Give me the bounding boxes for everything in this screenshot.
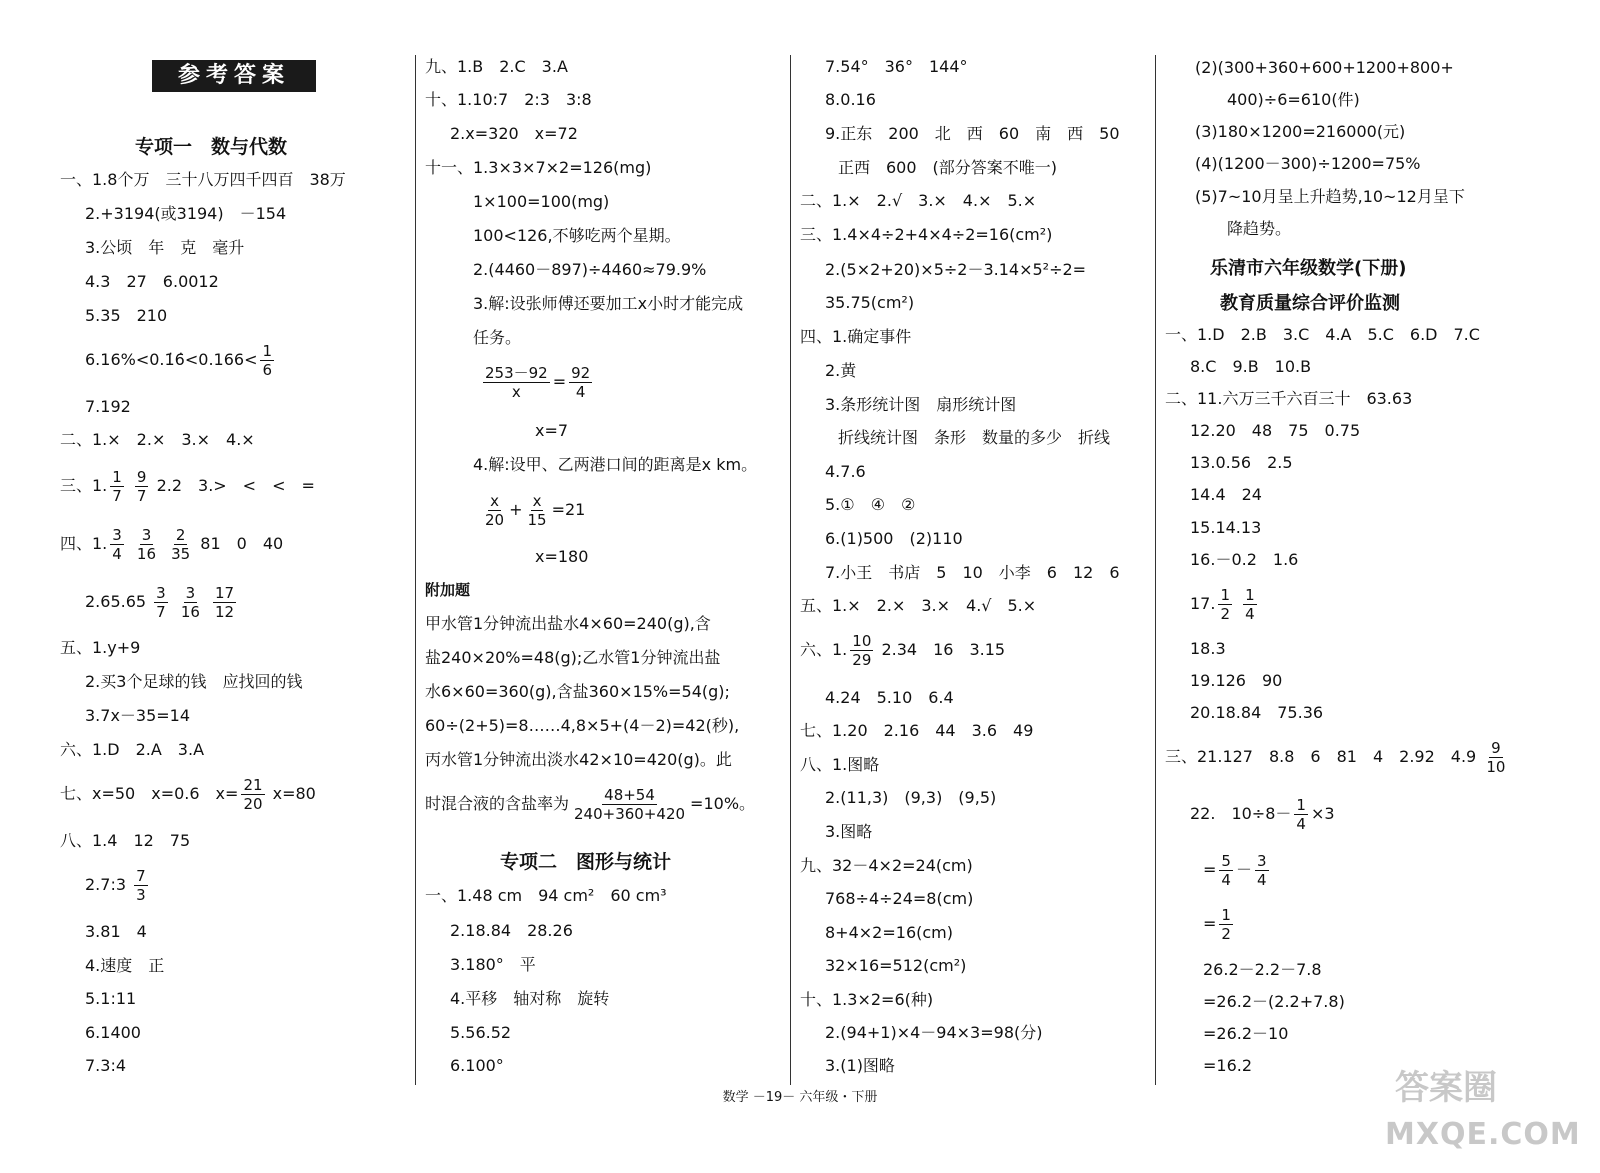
- answer-line: 4.3 27 6.0012: [85, 272, 219, 291]
- denominator: 4: [1296, 815, 1306, 833]
- fraction: [1294, 796, 1308, 833]
- denominator: 240+360+420: [574, 805, 686, 823]
- answer-text: 七、x=50 x=0.6 x=: [60, 784, 239, 803]
- numerator: x: [532, 492, 542, 510]
- answer-line: 4.24 5.10 6.4: [825, 688, 954, 707]
- answer-line: 8+4×2=16(cm): [825, 923, 953, 942]
- answer-text: 时混合液的含盐率为: [425, 794, 570, 813]
- answer-line: x=180: [535, 547, 589, 566]
- answer-line: [1203, 904, 1236, 944]
- section-heading-3: 乐清市六年级数学(下册): [1210, 258, 1407, 279]
- numerator: 3: [112, 526, 122, 544]
- numerator: 9: [136, 468, 147, 486]
- fraction: [260, 342, 274, 379]
- denominator: 7: [156, 603, 166, 621]
- answer-line: 十、1.3×2=6(种): [800, 990, 934, 1009]
- answer-line: [480, 362, 595, 402]
- answer-line: 26.2－2.2－7.8: [1203, 960, 1322, 979]
- answer-text: 六、1.: [800, 640, 848, 659]
- denominator: 3: [136, 886, 146, 904]
- section-heading-2: 专项二 图形与统计: [500, 851, 672, 873]
- answer-line: [60, 774, 316, 814]
- answer-line: 二、1.× 2.√ 3.× 4.× 5.×: [800, 191, 1037, 210]
- numerator: 3: [1256, 852, 1267, 870]
- denominator: 10: [1486, 758, 1506, 776]
- answer-line: 19.126 90: [1190, 671, 1283, 690]
- answer-line: 六、1.D 2.A 3.A: [60, 740, 205, 759]
- fraction: [241, 776, 264, 813]
- numerator: 17: [215, 584, 235, 602]
- plus-sign: +: [509, 500, 523, 519]
- answer-line: 1×100=100(mg): [473, 192, 610, 211]
- column-3: [800, 0, 1150, 1105]
- column-4: [1165, 0, 1590, 1105]
- answer-line: 八、1.4 12 75: [60, 831, 191, 850]
- answer-line: 3.解:设张师傅还要加工x小时才能完成: [473, 294, 744, 313]
- answer-line: 7.54° 36° 144°: [825, 57, 968, 76]
- denominator: 4: [575, 383, 586, 401]
- numerator: 1: [1245, 586, 1255, 604]
- denominator: 6: [262, 361, 273, 379]
- denominator: 20: [243, 795, 263, 813]
- answer-text: 17.: [1190, 594, 1216, 613]
- answer-line: 八、1.图略: [800, 755, 880, 774]
- answer-line: 2.+3194(或3194) －154: [85, 204, 287, 223]
- fraction: [135, 526, 158, 563]
- answer-line: 20.18.84 75.36: [1190, 703, 1324, 722]
- answer-line: 4.速度 正: [85, 956, 165, 975]
- answer-line: 七、1.20 2.16 44 3.6 49: [800, 721, 1034, 740]
- equals-sign: =: [552, 372, 567, 391]
- answer-line: [85, 582, 239, 622]
- answer-line: 三、1.4×4÷2+4×4÷2=16(cm²): [800, 225, 1053, 244]
- denominator: 4: [1245, 605, 1255, 623]
- answer-text: 四、1.: [60, 534, 108, 553]
- denominator: 15: [527, 511, 547, 529]
- answer-line: 16.－0.2 1.6: [1190, 550, 1299, 569]
- answer-line: 4.7.6: [825, 462, 866, 481]
- fraction: [483, 492, 506, 529]
- numerator: 48+54: [604, 786, 655, 804]
- page-title: 参考答案: [152, 60, 316, 92]
- answer-line: 2.(5×2+20)×5÷2－3.14×5²÷2=: [825, 260, 1087, 279]
- answer-text: =10%。: [690, 794, 756, 813]
- answer-line: 4.解:设甲、乙两港口间的距离是x km。: [473, 455, 758, 474]
- numerator: 92: [571, 364, 591, 382]
- answer-line: 五、1.× 2.× 3.× 4.√ 5.×: [800, 596, 1037, 615]
- answer-line: 3.81 4: [85, 922, 147, 941]
- answer-line: 3.180° 平: [450, 955, 536, 974]
- answer-line: [480, 490, 585, 530]
- answer-line: 五、1.y+9: [60, 638, 141, 657]
- answer-line: (4)(1200－300)÷1200=75%: [1195, 154, 1421, 173]
- section-heading-4: 教育质量综合评价监测: [1220, 293, 1400, 314]
- answer-line: (5)7~10月呈上升趋势,10~12月呈下: [1195, 187, 1465, 206]
- answer-line: 十、1.10:7 2:3 3:8: [425, 90, 592, 109]
- page-footer: 数学 －19－ 六年级・下册: [722, 1090, 878, 1105]
- answer-text: =: [1203, 914, 1217, 933]
- answer-line: 8.0.16: [825, 90, 876, 109]
- answer-line: 2.(94+1)×4－94×3=98(分): [825, 1023, 1043, 1042]
- answer-line: 2.(4460－897)÷4460≈79.9%: [473, 260, 707, 279]
- numerator: 2: [175, 526, 186, 544]
- answer-text: =21: [551, 500, 586, 519]
- answer-line: 5.① ④ ②: [825, 495, 916, 514]
- answer-line: 正西 600 (部分答案不唯一): [838, 158, 1058, 177]
- fraction: [110, 468, 124, 505]
- denominator: x: [511, 383, 521, 401]
- answer-line: 7.小王 书店 5 10 小李 6 12 6: [825, 563, 1120, 582]
- fraction: [1219, 852, 1233, 889]
- answer-line: 7.192: [85, 397, 131, 416]
- numerator: x: [490, 492, 499, 510]
- numerator: 3: [185, 584, 196, 602]
- answer-text: =: [1203, 860, 1217, 879]
- fraction: [110, 526, 124, 563]
- fraction: [526, 492, 549, 529]
- column-divider: [790, 55, 791, 1085]
- answer-text: 2.34 16 3.15: [881, 640, 1006, 659]
- answer-line: 一、1.48 cm 94 cm² 60 cm³: [425, 886, 667, 905]
- column-1: [60, 0, 405, 1105]
- answer-text: x=80: [272, 784, 316, 803]
- fraction: [135, 468, 149, 505]
- denominator: 4: [1221, 871, 1231, 889]
- numerator: 3: [141, 526, 152, 544]
- column-divider: [415, 55, 416, 1085]
- answer-line: 十一、1.3×3×7×2=126(mg): [425, 158, 652, 177]
- fraction: [483, 364, 550, 401]
- answer-line: 2.黄: [825, 361, 857, 380]
- answer-line: 13.0.56 2.5: [1190, 453, 1293, 472]
- numerator: 10: [852, 632, 872, 650]
- fraction: [1255, 852, 1269, 889]
- answer-line: 12.20 48 75 0.75: [1190, 421, 1361, 440]
- answer-line: [425, 784, 755, 824]
- answer-line: =26.2－(2.2+7.8): [1203, 992, 1345, 1011]
- answer-line: 3.图略: [825, 822, 873, 841]
- answer-line: 二、1.× 2.× 3.× 4.×: [60, 430, 255, 449]
- numerator: 1: [112, 468, 122, 486]
- answer-line: [800, 630, 1005, 670]
- answer-line: 14.4 24: [1190, 485, 1262, 504]
- answer-line: 5.56.52: [450, 1023, 512, 1042]
- answer-line: 2.(11,3) (9,3) (9,5): [825, 788, 997, 807]
- answer-line: 2.买3个足球的钱 应找回的钱: [85, 672, 303, 691]
- answer-line: 九、1.B 2.C 3.A: [425, 57, 568, 76]
- denominator: 12: [215, 603, 235, 621]
- denominator: 16: [180, 603, 200, 621]
- minus-sign: －: [1235, 860, 1252, 879]
- answer-line: [85, 865, 151, 905]
- answer-line: 任务。: [473, 328, 522, 347]
- answer-line: [60, 466, 315, 506]
- answer-line: 2.x=320 x=72: [450, 124, 578, 143]
- answer-text: 6.16%<0.1̇6̇<0.166<: [85, 350, 258, 369]
- fraction: [179, 584, 202, 621]
- answer-line: [1190, 794, 1335, 834]
- answer-line: =26.2－10: [1203, 1024, 1289, 1043]
- denominator: 7: [136, 487, 147, 505]
- denominator: 20: [485, 511, 505, 529]
- denominator: 4: [1256, 871, 1267, 889]
- denominator: 2: [1220, 605, 1230, 623]
- answer-line: 400)÷6=610(件): [1227, 90, 1360, 109]
- answer-line: (2)(300+360+600+1200+800+: [1195, 58, 1454, 77]
- answer-text: 2.65.65: [85, 592, 147, 611]
- denominator: 4: [112, 545, 122, 563]
- answer-line: 6.(1)500 (2)110: [825, 529, 963, 548]
- fraction: [1243, 586, 1257, 623]
- answer-line: [1165, 737, 1510, 777]
- numerator: 1: [262, 342, 273, 360]
- denominator: 16: [136, 545, 157, 563]
- fraction: [850, 632, 873, 669]
- fraction: [1218, 586, 1232, 623]
- denominator: 29: [852, 651, 872, 669]
- answer-line: 2.18.84 28.26: [450, 921, 573, 940]
- denominator: 35: [171, 545, 191, 563]
- answer-line: 32×16=512(cm²): [825, 956, 967, 975]
- answer-line: 一、1.8个万 三十八万四千四百 38万: [60, 170, 346, 189]
- answer-line: 甲水管1分钟流出盐水4×60=240(g),含: [425, 614, 711, 633]
- answer-line: 3.公顷 年 克 毫升: [85, 238, 245, 257]
- numerator: 1: [1296, 796, 1306, 814]
- answer-line: (3)180×1200=216000(元): [1195, 122, 1406, 141]
- answer-line: 7.3:4: [85, 1056, 127, 1075]
- numerator: 3: [156, 584, 166, 602]
- column-divider: [1155, 55, 1156, 1085]
- answer-line: 15.14.13: [1190, 518, 1262, 537]
- numerator: 7: [136, 867, 146, 885]
- answer-line: 5.1:11: [85, 989, 137, 1008]
- answer-line: 9.正东 200 北 西 60 南 西 50: [825, 124, 1120, 143]
- fraction: [213, 584, 236, 621]
- fraction: [154, 584, 168, 621]
- numerator: 1: [1220, 586, 1230, 604]
- answer-text: 三、21.127 8.8 6 81 4 2.92 4.9: [1165, 747, 1477, 766]
- answer-line: 二、11.六万三千六百三十 63.63: [1165, 389, 1413, 408]
- answer-line: 18.3: [1190, 639, 1226, 658]
- answer-line: [85, 340, 277, 380]
- answer-line: 一、1.D 2.B 3.C 4.A 5.C 6.D 7.C: [1165, 325, 1480, 344]
- answer-line: 5.35 210: [85, 306, 168, 325]
- extra-question-heading: 附加题: [425, 581, 471, 599]
- fraction: [169, 526, 192, 563]
- numerator: 9: [1491, 739, 1501, 757]
- answer-text: 2.7:3: [85, 875, 127, 894]
- fraction: [572, 786, 687, 823]
- answer-line: 水6×60=360(g),含盐360×15%=54(g);: [425, 682, 730, 701]
- answer-line: [1203, 850, 1272, 890]
- answer-line: 6.100°: [450, 1056, 504, 1075]
- answer-line: 折线统计图 条形 数量的多少 折线: [838, 428, 1111, 447]
- watermark-url: MXQE.COM: [1385, 1117, 1581, 1152]
- fraction: [1219, 906, 1233, 943]
- answer-line: 60÷(2+5)=8……4,8×5+(4－2)=42(秒),: [425, 716, 740, 735]
- answer-text: 22. 10÷8－: [1190, 804, 1292, 823]
- denominator: 2: [1221, 925, 1231, 943]
- answer-line: 6.1400: [85, 1023, 141, 1042]
- numerator: 253－92: [485, 364, 548, 382]
- answer-line: 丙水管1分钟流出淡水42×10=420(g)。此: [425, 750, 732, 769]
- numerator: 21: [243, 776, 263, 794]
- answer-line: 四、1.确定事件: [800, 327, 912, 346]
- answer-line: 4.平移 轴对称 旋转: [450, 989, 610, 1008]
- fraction: [569, 364, 592, 401]
- answer-line: [60, 524, 283, 564]
- watermark-logo: 答案圈: [1395, 1068, 1497, 1108]
- answer-line: 盐240×20%=48(g);乙水管1分钟流出盐: [425, 648, 721, 667]
- answer-line: 100<126,不够吃两个星期。: [473, 226, 681, 245]
- denominator: 7: [112, 487, 122, 505]
- answer-line: =16.2: [1203, 1056, 1253, 1075]
- column-2: [425, 0, 785, 1105]
- answer-line: 35.75(cm²): [825, 293, 915, 312]
- answer-text: 81 0 40: [200, 534, 284, 553]
- answer-line: 降趋势。: [1227, 219, 1292, 238]
- answer-line: 九、32－4×2=24(cm): [800, 856, 973, 875]
- answer-line: x=7: [535, 421, 569, 440]
- answer-line: 3.条形统计图 扇形统计图: [825, 395, 1017, 414]
- answer-text: 三、1.: [60, 476, 108, 495]
- numerator: 1: [1221, 906, 1231, 924]
- numerator: 5: [1221, 852, 1231, 870]
- answer-text: 2.2 3.> < < =: [156, 476, 315, 495]
- fraction: [1484, 739, 1507, 776]
- answer-line: [1190, 584, 1260, 624]
- section-heading-1: 专项一 数与代数: [135, 136, 288, 158]
- answer-line: 3.(1)图略: [825, 1056, 895, 1075]
- answer-line: 768÷4÷24=8(cm): [825, 889, 974, 908]
- fraction: [134, 867, 148, 904]
- answer-line: 3.7x－35=14: [85, 706, 191, 725]
- answer-text: ×3: [1310, 804, 1335, 823]
- answer-line: 8.C 9.B 10.B: [1190, 357, 1312, 376]
